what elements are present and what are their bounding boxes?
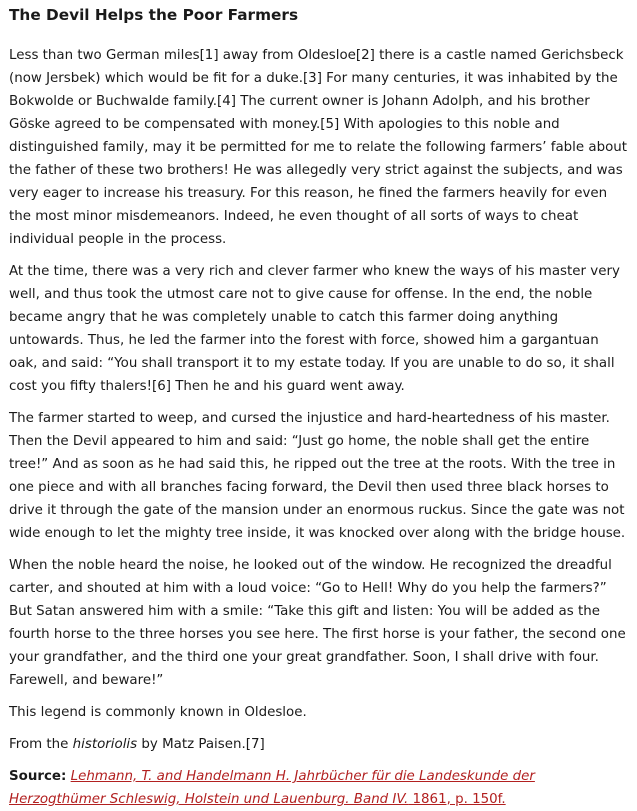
paragraph-devil-appears: The farmer started to weep, and cursed the injustice and hard-heartedness of his master. Then the Devil appeared to him and said: “Just go home, the noble shall get the entire tree!” And as soon as he had said this, he ripped out the tree at the roots. With the tree in one piece and with all branches facing forward, the Devil then used three black horses to drive it through the gate of the mansion under an enormous ruckus. Since the gate was not wide enough to let the mighty tree inside, it was knocked over along with the bridge house. <box>9 411 626 541</box>
source-line <box>9 765 629 811</box>
page-title: The Devil Helps the Poor Farmers <box>9 6 299 24</box>
attribution-prefix: From the <box>9 737 73 752</box>
source-link[interactable] <box>9 769 535 807</box>
source-label: Source: <box>9 769 67 784</box>
attribution-suffix: by Matz Paisen.[7] <box>137 737 265 752</box>
paragraph-rich-farmer: At the time, there was a very rich and clever farmer who knew the ways of his master very well, and thus took the utmost care not to give cause for offense. In the end, the noble became angry that he was completely unable to catch this farmer doing anything untowards. Thus, he led the farmer into the forest with force, showed him a gargantuan oak, and said: “You shall transport it to my estate today. If you are unable to do so, it shall cost you fifty thalers![6] Then he and his guard went away. <box>9 264 620 394</box>
source-link-pages: 1861, p. 150f. <box>408 792 506 807</box>
attribution-line <box>9 733 629 756</box>
attribution-work: historiolis <box>72 737 138 752</box>
paragraph-legend-note: This legend is commonly known in Oldesloe. <box>9 705 307 720</box>
paragraph-noble-window: When the noble heard the noise, he looked out of the window. He recognized the dreadful carter, and shouted at him with a loud voice: “Go to Hell! Why do you help the farmers?” But Satan answered him with a smile: “Take this gift and listen: You will be added as the fourth horse to the three horses you see here. The first horse is your father, the second one your grandfather, and the third one your great grandfather. Soon, I shall drive with four. Farewell, and beware!” <box>9 558 626 688</box>
source-link-title: Lehmann, T. and Handelmann H. Jahrbücher für die Landeskunde der Herzogthümer Schleswig, Holstein und Lauenburg. Band IV. <box>9 769 535 807</box>
paragraph-intro: Less than two German miles[1] away from Oldesloe[2] there is a castle named Gerichsbeck (now Jersbek) which would be fit for a duke.[3] For many centuries, it was inhabited by the Bokwolde or Buchwalde family.[4] The current owner is Johann Adolph, and his brother Göske agreed to be compensated with money.[5] With apologies to this noble and distinguished family, may it be permitted for me to relate the following farmers’ fable about the father of these two brothers! He was allegedly very strict against the subjects, and was very eager to increase his treasury. For this reason, he fined the farmers heavily for even the most minor misdemeanors. Indeed, he even thought of all sorts of ways to cheat individual people in the process. <box>9 48 628 247</box>
